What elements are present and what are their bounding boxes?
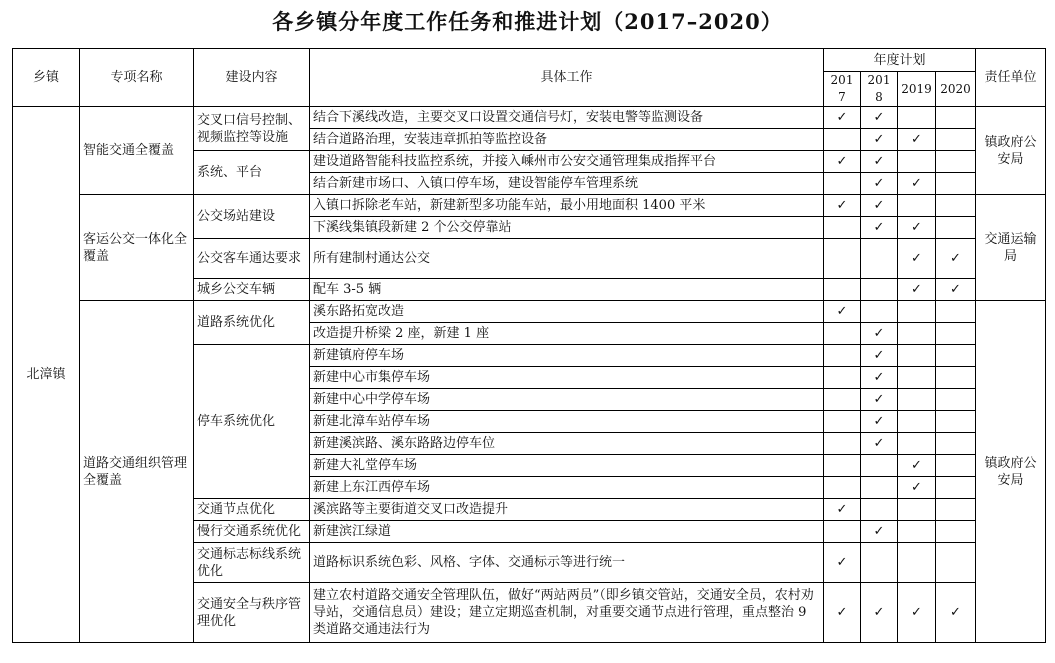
- content-cell: 系统、平台: [194, 151, 310, 195]
- check-y2017: [824, 129, 861, 151]
- work-cell: 改造提升桥梁 2 座，新建 1 座: [310, 323, 824, 345]
- work-cell: 所有建制村通达公交: [310, 239, 824, 279]
- check-y2019: [898, 433, 936, 455]
- check-y2020: [936, 433, 976, 455]
- check-y2017: [824, 239, 861, 279]
- content-cell: 道路系统优化: [194, 301, 310, 345]
- check-y2019: ✓: [898, 239, 936, 279]
- check-y2020: [936, 499, 976, 521]
- header-row-1: [13, 49, 1046, 72]
- work-cell: 下溪线集镇段新建 2 个公交停靠站: [310, 217, 824, 239]
- check-y2018: ✓: [861, 411, 898, 433]
- check-y2018: ✓: [861, 521, 898, 543]
- check-y2019: ✓: [898, 129, 936, 151]
- work-cell: 建立农村道路交通安全管理队伍，做好“两站两员”（即乡镇交管站，交通安全员，农村劝导站，交通信息员）建设；建立定期巡查机制，对重要交通节点进行管理，重点整治 9 类道路交通违法行为: [310, 583, 824, 643]
- check-y2018: ✓: [861, 433, 898, 455]
- header-work: 具体工作: [310, 49, 824, 107]
- check-y2017: [824, 455, 861, 477]
- check-y2018: ✓: [861, 389, 898, 411]
- check-y2020: [936, 129, 976, 151]
- work-cell: 配车 3-5 辆: [310, 279, 824, 301]
- check-y2018: ✓: [861, 151, 898, 173]
- content-cell: 慢行交通系统优化: [194, 521, 310, 543]
- check-y2020: ✓: [936, 239, 976, 279]
- check-y2020: [936, 323, 976, 345]
- header-content: 建设内容: [194, 49, 310, 107]
- check-y2020: [936, 521, 976, 543]
- check-y2019: ✓: [898, 217, 936, 239]
- work-cell: 建设道路智能科技监控系统，并接入嵊州市公安交通管理集成指挥平台: [310, 151, 824, 173]
- check-y2019: [898, 367, 936, 389]
- work-cell: 新建镇府停车场: [310, 345, 824, 367]
- check-y2017: [824, 389, 861, 411]
- check-y2018: [861, 301, 898, 323]
- content-cell: 公交客车通达要求: [194, 239, 310, 279]
- work-cell: 道路标识系统色彩、风格、字体、交通标示等进行统一: [310, 543, 824, 583]
- unit-cell: 镇政府公安局: [976, 301, 1046, 643]
- check-y2017: ✓: [824, 583, 861, 643]
- check-y2018: [861, 279, 898, 301]
- work-cell: 结合新建市场口、入镇口停车场，建设智能停车管理系统: [310, 173, 824, 195]
- check-y2020: [936, 345, 976, 367]
- check-y2019: [898, 323, 936, 345]
- check-y2018: ✓: [861, 583, 898, 643]
- header-annual-plan: 年度计划: [824, 49, 976, 72]
- work-cell: 新建北漳车站停车场: [310, 411, 824, 433]
- check-y2019: [898, 345, 936, 367]
- check-y2017: [824, 367, 861, 389]
- check-y2020: [936, 477, 976, 499]
- check-y2019: [898, 195, 936, 217]
- check-y2019: [898, 521, 936, 543]
- project-cell: 道路交通组织管理全覆盖: [80, 301, 194, 643]
- unit-cell: 交通运输局: [976, 195, 1046, 301]
- check-y2017: [824, 279, 861, 301]
- check-y2017: ✓: [824, 301, 861, 323]
- check-y2017: [824, 521, 861, 543]
- check-y2018: [861, 499, 898, 521]
- check-y2020: [936, 389, 976, 411]
- check-y2019: ✓: [898, 455, 936, 477]
- header-project: 专项名称: [80, 49, 194, 107]
- check-y2019: ✓: [898, 279, 936, 301]
- content-cell: 停车系统优化: [194, 345, 310, 499]
- table-row: [13, 301, 1046, 323]
- work-cell: 新建滨江绿道: [310, 521, 824, 543]
- work-cell: 溪东路拓宽改造: [310, 301, 824, 323]
- check-y2017: [824, 477, 861, 499]
- check-y2020: [936, 195, 976, 217]
- content-cell: 交叉口信号控制、视频监控等设施: [194, 107, 310, 151]
- check-y2017: [824, 345, 861, 367]
- check-y2017: ✓: [824, 107, 861, 129]
- unit-cell: 镇政府公安局: [976, 107, 1046, 195]
- check-y2018: ✓: [861, 217, 898, 239]
- check-y2020: ✓: [936, 279, 976, 301]
- work-cell: 结合下溪线改造，主要交叉口设置交通信号灯，安装电警等监测设备: [310, 107, 824, 129]
- plan-table: [12, 48, 1046, 643]
- check-y2017: [824, 411, 861, 433]
- work-cell: 结合道路治理，安装违章抓拍等监控设备: [310, 129, 824, 151]
- check-y2018: ✓: [861, 323, 898, 345]
- check-y2018: ✓: [861, 345, 898, 367]
- content-cell: 城乡公交车辆: [194, 279, 310, 301]
- table-row: [13, 195, 1046, 217]
- check-y2017: ✓: [824, 195, 861, 217]
- check-y2019: [898, 151, 936, 173]
- work-cell: 新建大礼堂停车场: [310, 455, 824, 477]
- check-y2017: ✓: [824, 151, 861, 173]
- work-cell: 新建溪滨路、溪东路路边停车位: [310, 433, 824, 455]
- check-y2020: [936, 301, 976, 323]
- project-cell: 客运公交一体化全覆盖: [80, 195, 194, 301]
- header-year-2018: 2018: [861, 72, 898, 107]
- content-cell: 公交场站建设: [194, 195, 310, 239]
- check-y2018: ✓: [861, 173, 898, 195]
- content-cell: 交通节点优化: [194, 499, 310, 521]
- check-y2020: [936, 173, 976, 195]
- check-y2019: [898, 301, 936, 323]
- header-unit: 责任单位: [976, 49, 1046, 107]
- check-y2018: ✓: [861, 129, 898, 151]
- check-y2017: [824, 433, 861, 455]
- check-y2019: [898, 107, 936, 129]
- check-y2020: [936, 543, 976, 583]
- check-y2019: [898, 543, 936, 583]
- header-year-2017: 2017: [824, 72, 861, 107]
- check-y2017: ✓: [824, 543, 861, 583]
- check-y2020: [936, 455, 976, 477]
- check-y2018: [861, 239, 898, 279]
- work-cell: 入镇口拆除老车站，新建新型多功能车站，最小用地面积 1400 平米: [310, 195, 824, 217]
- check-y2020: [936, 217, 976, 239]
- check-y2019: [898, 389, 936, 411]
- table-row: [13, 107, 1046, 129]
- project-cell: 智能交通全覆盖: [80, 107, 194, 195]
- header-year-2020: 2020: [936, 72, 976, 107]
- check-y2020: [936, 151, 976, 173]
- content-cell: 交通安全与秩序管理优化: [194, 583, 310, 643]
- check-y2019: [898, 411, 936, 433]
- check-y2020: ✓: [936, 583, 976, 643]
- check-y2017: [824, 173, 861, 195]
- work-cell: 新建上东江西停车场: [310, 477, 824, 499]
- check-y2019: ✓: [898, 173, 936, 195]
- header-town: 乡镇: [13, 49, 80, 107]
- check-y2019: ✓: [898, 477, 936, 499]
- work-cell: 新建中心市集停车场: [310, 367, 824, 389]
- check-y2020: [936, 367, 976, 389]
- check-y2020: [936, 107, 976, 129]
- header-year-2019: 2019: [898, 72, 936, 107]
- document-title: 各乡镇分年度工作任务和推进计划（2017–2020）: [272, 9, 783, 34]
- check-y2017: [824, 323, 861, 345]
- check-y2019: ✓: [898, 583, 936, 643]
- town-cell: 北漳镇: [13, 107, 80, 643]
- work-cell: 溪滨路等主要街道交叉口改造提升: [310, 499, 824, 521]
- check-y2018: [861, 455, 898, 477]
- check-y2019: [898, 499, 936, 521]
- check-y2018: [861, 477, 898, 499]
- content-cell: 交通标志标线系统优化: [194, 543, 310, 583]
- check-y2017: ✓: [824, 499, 861, 521]
- work-cell: 新建中心中学停车场: [310, 389, 824, 411]
- check-y2018: ✓: [861, 195, 898, 217]
- check-y2018: [861, 543, 898, 583]
- check-y2017: [824, 217, 861, 239]
- check-y2020: [936, 411, 976, 433]
- check-y2018: ✓: [861, 367, 898, 389]
- check-y2018: ✓: [861, 107, 898, 129]
